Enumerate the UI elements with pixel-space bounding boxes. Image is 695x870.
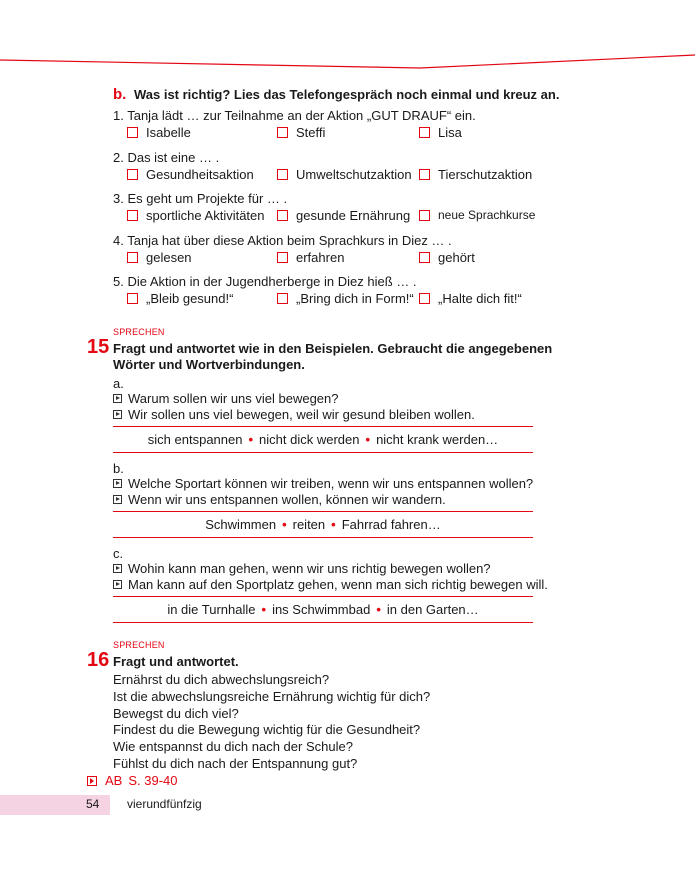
play-icon (113, 495, 122, 504)
exercise-15c-label: c. (113, 546, 124, 561)
option-checkbox[interactable] (419, 291, 522, 306)
option-checkbox[interactable] (419, 208, 535, 222)
phrase: nicht krank werden… (376, 432, 499, 447)
option-label: Lisa (438, 125, 462, 140)
bullet-dot-icon: • (282, 517, 287, 532)
bullet-dot-icon: • (248, 432, 254, 447)
exercise-16-tag: SPRECHEN (113, 640, 165, 650)
exercise-15b-label: b. (113, 461, 124, 476)
phrase: nicht dick werden (259, 432, 360, 447)
option-checkbox[interactable] (419, 167, 532, 182)
example-answer (113, 407, 475, 422)
option-checkbox[interactable] (277, 167, 412, 182)
checkbox-icon[interactable] (127, 210, 138, 221)
option-checkbox[interactable] (127, 250, 192, 265)
exercise-16-heading: Fragt und antwortet. (113, 654, 239, 669)
option-label: „Bleib gesund!“ (146, 291, 234, 306)
section-b-instruction: Was ist richtig? Lies das Telefongespräch noch einmal und kreuz an. (133, 87, 560, 102)
option-checkbox[interactable] (127, 208, 265, 223)
example-question (113, 391, 339, 406)
phrase: sich entspannen (147, 432, 243, 447)
checkbox-icon[interactable] (127, 169, 138, 180)
question-4: 4. Tanja hat über diese Aktion beim Sprachkurs in Diez … . (113, 233, 452, 248)
question-5: 5. Die Aktion in der Jugendherberge in Diez hieß … . (113, 274, 417, 289)
play-icon (113, 410, 122, 419)
example-answer (113, 577, 548, 592)
question-2: 2. Das ist eine … . (113, 150, 220, 165)
example-answer-text: Wenn wir uns entspannen wollen, können wir wandern. (128, 492, 446, 507)
bullet-dot-icon: • (365, 432, 371, 447)
option-checkbox[interactable] (127, 291, 233, 306)
bullet-dot-icon: • (376, 602, 381, 617)
play-icon (113, 580, 122, 589)
option-label: Gesundheitsaktion (146, 167, 254, 182)
workbook-label: AB (105, 773, 123, 788)
play-icon (113, 564, 122, 573)
page-number: 54 (86, 797, 100, 811)
bullet-dot-icon: • (331, 517, 336, 532)
exercise-15-heading: Fragt und antwortet wie in den Beispielen. Gebraucht die angegebenen Wörter und Wortverbindungen. (113, 341, 553, 372)
top-decorative-line (0, 0, 695, 70)
checkbox-icon[interactable] (419, 252, 430, 263)
question-3: 3. Es geht um Projekte für … . (113, 191, 288, 206)
option-label: sportliche Aktivitäten (146, 208, 265, 223)
checkbox-icon[interactable] (277, 293, 288, 304)
red-rule (113, 511, 533, 512)
page-word: vierundfünfzig (127, 797, 202, 811)
option-checkbox[interactable] (277, 291, 414, 306)
option-checkbox[interactable] (277, 125, 325, 140)
option-checkbox[interactable] (277, 208, 410, 223)
question-line: Ernährst du dich abwechslungsreich? (113, 672, 330, 687)
option-label: gelesen (146, 250, 192, 265)
phrase-bar (113, 432, 533, 447)
example-answer-text: Man kann auf den Sportplatz gehen, wenn man sich richtig bewegen will. (128, 577, 548, 592)
checkbox-icon[interactable] (419, 169, 430, 180)
red-rule (113, 452, 533, 453)
option-label: erfahren (296, 250, 345, 265)
example-question-text: Warum sollen wir uns viel bewegen? (128, 391, 339, 406)
checkbox-icon[interactable] (127, 293, 138, 304)
exercise-15-tag: SPRECHEN (113, 327, 165, 337)
question-line: Wie entspannst du dich nach der Schule? (113, 739, 353, 755)
option-label: Umweltschutzaktion (296, 167, 412, 182)
option-label: Steffi (296, 125, 326, 140)
option-label: gehört (438, 250, 475, 265)
exercise-16-questions (113, 672, 430, 773)
option-checkbox[interactable] (419, 125, 462, 140)
exercise-16-number: 16 (87, 649, 110, 671)
checkbox-icon[interactable] (277, 169, 288, 180)
option-checkbox[interactable] (277, 250, 344, 265)
arrow-box-icon (87, 776, 97, 786)
option-label: gesunde Ernährung (296, 208, 411, 223)
example-answer-text: Wir sollen uns viel bewegen, weil wir gesund bleiben wollen. (128, 407, 475, 422)
phrase: in den Garten… (386, 602, 479, 617)
phrase: in die Turnhalle (167, 602, 256, 617)
phrase-bar (113, 602, 533, 617)
red-rule (113, 537, 533, 538)
phrase: Schwimmen (205, 517, 277, 532)
option-label: „Halte dich fit!“ (438, 291, 522, 306)
question-line: Ist die abwechslungsreiche Ernährung wichtig für dich? (113, 688, 431, 704)
exercise-15-number: 15 (87, 336, 110, 358)
option-label: Tierschutzaktion (438, 167, 533, 182)
question-line: Fühlst du dich nach der Entspannung gut? (113, 755, 358, 771)
play-icon (113, 394, 122, 403)
section-b-letter: b. (113, 86, 127, 103)
workbook-pages: S. 39-40 (128, 773, 178, 788)
option-label: „Bring dich in Form!“ (296, 291, 414, 306)
question-1: 1. Tanja lädt … zur Teilnahme an der Aktion „GUT DRAUF“ ein. (113, 108, 476, 123)
checkbox-icon[interactable] (419, 293, 430, 304)
example-answer (113, 492, 446, 507)
question-line: Bewegst du dich viel? (113, 705, 239, 721)
phrase: Fahrrad fahren… (341, 517, 441, 532)
phrase-bar (113, 517, 533, 532)
workbook-reference[interactable] (87, 773, 178, 788)
checkbox-icon[interactable] (419, 127, 430, 138)
red-rule (113, 622, 533, 623)
exercise-15a-label: a. (113, 376, 124, 391)
checkbox-icon[interactable] (127, 127, 138, 138)
play-icon (113, 479, 122, 488)
example-question-text: Wohin kann man gehen, wenn wir uns richtig bewegen wollen? (128, 561, 491, 576)
bullet-dot-icon: • (261, 602, 267, 617)
section-b-heading (113, 86, 559, 103)
checkbox-icon[interactable] (277, 210, 288, 221)
option-checkbox[interactable] (419, 250, 475, 265)
checkbox-icon[interactable] (277, 252, 288, 263)
red-rule (113, 596, 533, 597)
example-question (113, 476, 533, 491)
checkbox-icon[interactable] (277, 127, 288, 138)
option-checkbox[interactable] (127, 125, 191, 140)
option-label: neue Sprachkurse (438, 208, 536, 222)
option-checkbox[interactable] (127, 167, 254, 182)
phrase: reiten (292, 517, 326, 532)
example-question-text: Welche Sportart können wir treiben, wenn wir uns entspannen wollen? (128, 476, 534, 491)
phrase: ins Schwimmbad (272, 602, 371, 617)
red-rule (113, 426, 533, 427)
question-line: Findest du die Bewegung wichtig für die Gesundheit? (113, 722, 421, 738)
option-label: Isabelle (146, 125, 191, 140)
checkbox-icon[interactable] (127, 252, 138, 263)
example-question (113, 561, 491, 576)
checkbox-icon[interactable] (419, 210, 430, 221)
